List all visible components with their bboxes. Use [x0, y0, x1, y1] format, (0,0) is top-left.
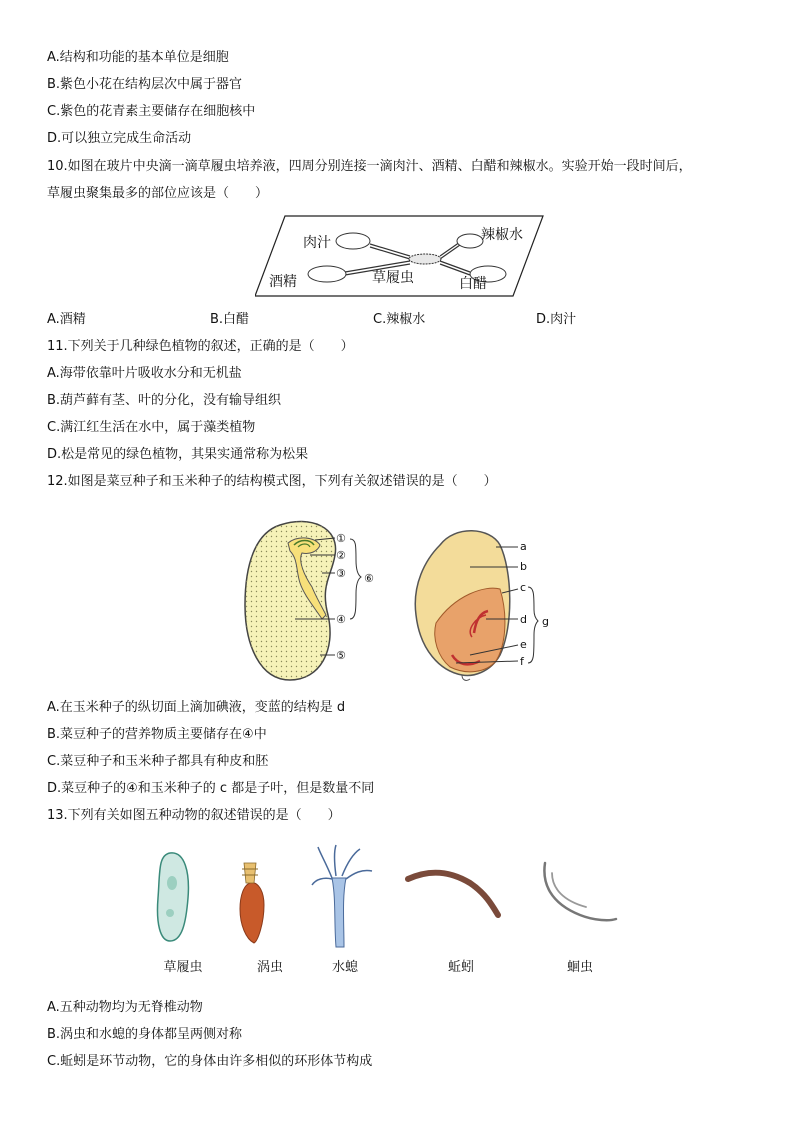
seed-diagram — [240, 515, 560, 685]
drop-paramecium — [409, 254, 441, 264]
bean-label-4: ④ — [336, 613, 346, 626]
label-meat: 肉汁 — [303, 235, 331, 251]
corn-label-b: b — [520, 560, 527, 573]
drop-chili — [457, 234, 483, 248]
q13-stem: 13.下列有关如图五种动物的叙述错误的是（ ） — [47, 808, 341, 823]
q9-option-d: D.可以独立完成生命活动 — [47, 131, 192, 146]
bean-label-6: ⑥ — [364, 572, 374, 585]
slide-diagram — [255, 210, 555, 300]
roundworm-image — [544, 863, 616, 920]
drop-alcohol — [308, 266, 346, 282]
corn-label-f: f — [520, 655, 524, 668]
animal-caption-planarian: 涡虫 — [256, 960, 283, 975]
q11-option-d: D.松是常见的绿色植物，其果实通常称为松果 — [47, 447, 309, 462]
corn-label-g: g — [542, 615, 549, 628]
corn-seed — [415, 531, 509, 681]
bean-seed — [245, 522, 336, 680]
animal-caption-hydra: 水螅 — [331, 960, 358, 975]
q13-option-a: A.五种动物均为无脊椎动物 — [47, 1000, 203, 1015]
q9-option-c: C.紫色的花青素主要储存在细胞核中 — [47, 104, 256, 119]
hydra-image — [312, 845, 372, 947]
q11-option-c: C.满江红生活在水中，属于藻类植物 — [47, 420, 256, 435]
q12-stem: 12.如图是菜豆种子和玉米种子的结构模式图，下列有关叙述错误的是（ ） — [47, 474, 497, 489]
q11-option-a: A.海带依靠叶片吸收水分和无机盐 — [47, 366, 242, 381]
bean-label-3: ③ — [336, 567, 346, 580]
q11-stem: 11.下列关于几种绿色植物的叙述，正确的是（ ） — [47, 339, 354, 354]
q9-option-a: A.结构和功能的基本单位是细胞 — [47, 50, 229, 65]
corn-label-e: e — [520, 638, 527, 651]
q10-option-a: A.酒精 — [47, 312, 86, 327]
q13-option-b: B.涡虫和水螅的身体都呈两侧对称 — [47, 1027, 243, 1042]
q11-option-b: B.葫芦藓有茎、叶的分化，没有输导组织 — [47, 393, 282, 408]
q10-option-b: B.白醋 — [210, 312, 250, 327]
q13-option-c: C.蚯蚓是环节动物，它的身体由许多相似的环形体节构成 — [47, 1054, 373, 1069]
label-alcohol: 酒精 — [269, 274, 297, 290]
q10-stem-line1: 10.如图在玻片中央滴一滴草履虫培养液，四周分别连接一滴肉汁、酒精、白醋和辣椒水。实验开始一段时间后， — [47, 159, 692, 174]
animal-caption-earthworm: 蚯蚓 — [447, 960, 474, 975]
q10-stem-line2: 草履虫聚集最多的部位应该是（ ） — [47, 186, 269, 201]
q12-option-c: C.菜豆种子和玉米种子都具有种皮和胚 — [47, 754, 269, 769]
drop-meat — [336, 233, 370, 249]
animal-caption-roundworm: 蛔虫 — [566, 960, 593, 975]
corn-label-a: a — [520, 540, 527, 553]
q12-option-a: A.在玉米种子的纵切面上滴加碘液，变蓝的结构是 d — [47, 700, 346, 715]
q10-option-c: C.辣椒水 — [373, 312, 426, 327]
label-paramecium: 草履虫 — [372, 270, 414, 286]
corn-label-d: d — [520, 613, 527, 626]
q9-option-b: B.紫色小花在结构层次中属于器官 — [47, 77, 243, 92]
planarian-image — [240, 863, 264, 943]
q12-option-b: B.菜豆种子的营养物质主要储存在④中 — [47, 727, 267, 742]
earthworm-image — [408, 873, 498, 915]
label-chili: 辣椒水 — [481, 227, 523, 243]
q12-option-d: D.菜豆种子的④和玉米种子的 c 都是子叶，但是数量不同 — [47, 781, 375, 796]
animal-caption-paramecium: 草履虫 — [163, 960, 203, 975]
paramecium-image — [158, 853, 189, 941]
bean-label-5: ⑤ — [336, 649, 346, 662]
corn-label-c: c — [520, 581, 527, 594]
animals-figure — [140, 843, 640, 953]
label-vinegar: 白醋 — [459, 276, 487, 292]
bean-label-2: ② — [336, 549, 346, 562]
bean-label-1: ① — [336, 532, 346, 545]
q10-option-d: D.肉汁 — [536, 312, 577, 327]
